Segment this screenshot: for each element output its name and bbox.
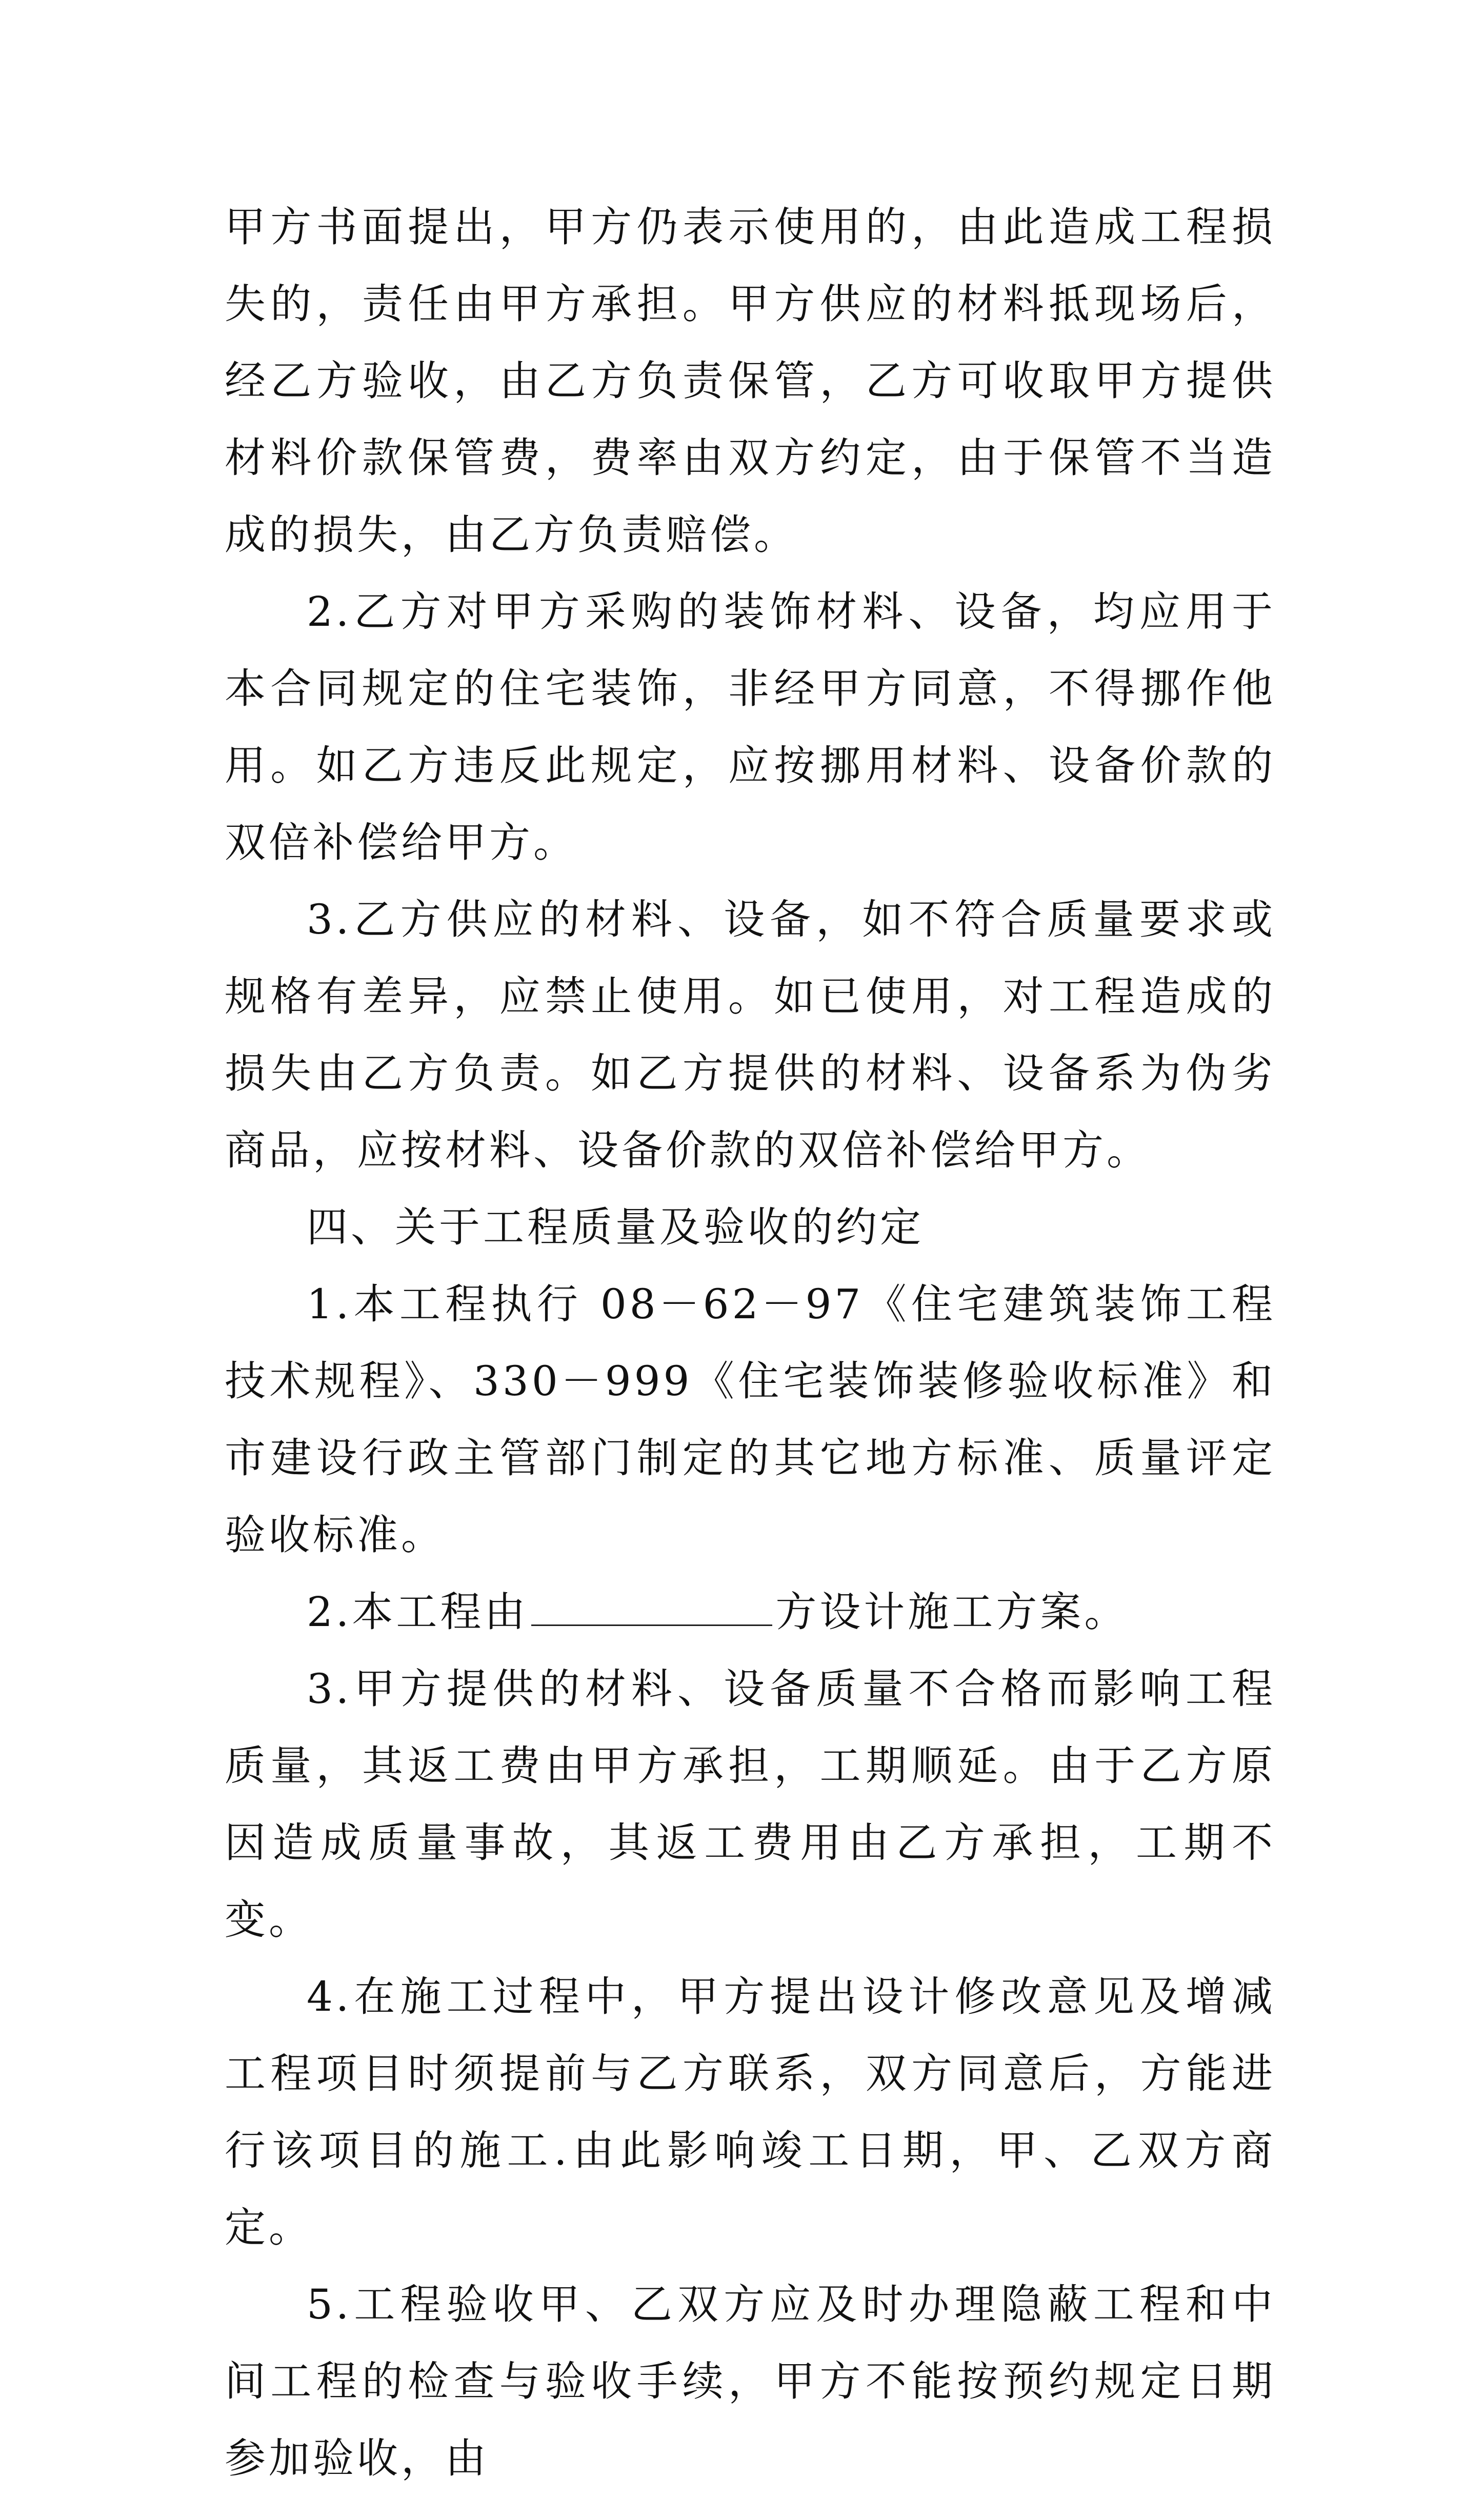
paragraph-quality-item-5: 5.工程验收甲、乙双方应及时办理隐蔽工程和中间工程的检查与验收手续，甲方不能按预约规定日期参加验收，由	[225, 2281, 1276, 2482]
paragraph-item-2: 2.乙方对甲方采购的装饰材料、设备，均应用于本合同规定的住宅装饰，非经甲方同意，不得挪作他用。如乙方违反此规定，应按挪用材料、设备价款的双倍补偿给甲方。	[225, 588, 1276, 866]
paragraph-quality-item-2	[225, 1574, 1276, 1651]
paragraph-continuation: 甲方书面提出，甲方仍表示使用的，由此造成工程损失的，责任由甲方承担。甲方供应的材料抵现场后，经乙方验收，由乙方负责保管，乙方可收取甲方提供材料价款保管费，费率由双方约定，由于保管不当造成的损失，由乙方负责赔偿。	[225, 203, 1276, 559]
fill-in-blank	[531, 1594, 772, 1626]
section-heading: 四、关于工程质量及验收的约定	[307, 1203, 924, 1251]
fill-in-suffix: 方设计施工方案。	[775, 1588, 1129, 1636]
document-body	[225, 189, 1276, 2497]
paragraph-quality-item-1: 1.本工程执行 08－62－97《住宅建筑装饰工程技术规程》、330－999《住宅装饰装修验收标准》和市建设行政主管部门制定的其它地方标准、质量评定验收标准。	[225, 1280, 1276, 1559]
paragraph-quality-item-4: 4.在施工过程中，甲方提出设计修改意见及增减工程项目时须提前与乙方联系，双方同意后，方能进行该项目的施工.由此影响竣工日期，甲、乙双方商定。	[225, 1973, 1276, 2251]
fill-in-prefix: 2.本工程由	[307, 1588, 529, 1636]
paragraph-quality-item-3: 3.甲方提供的材料、设备质量不合格而影响工程质量，其返工费由甲方承担，工期顺延。由于乙方原因造成质量事故，其返工费用由乙方承担，工期不变。	[225, 1665, 1276, 1944]
paragraph-item-3: 3.乙方供应的材料、设备，如不符合质量要求或规格有差异，应禁止使用。如已使用，对工程造成的损失由乙方负责。如乙方提供的材料、设备系为伪劣商品，应按材料、设备价款的双倍补偿给甲方。	[225, 896, 1276, 1174]
